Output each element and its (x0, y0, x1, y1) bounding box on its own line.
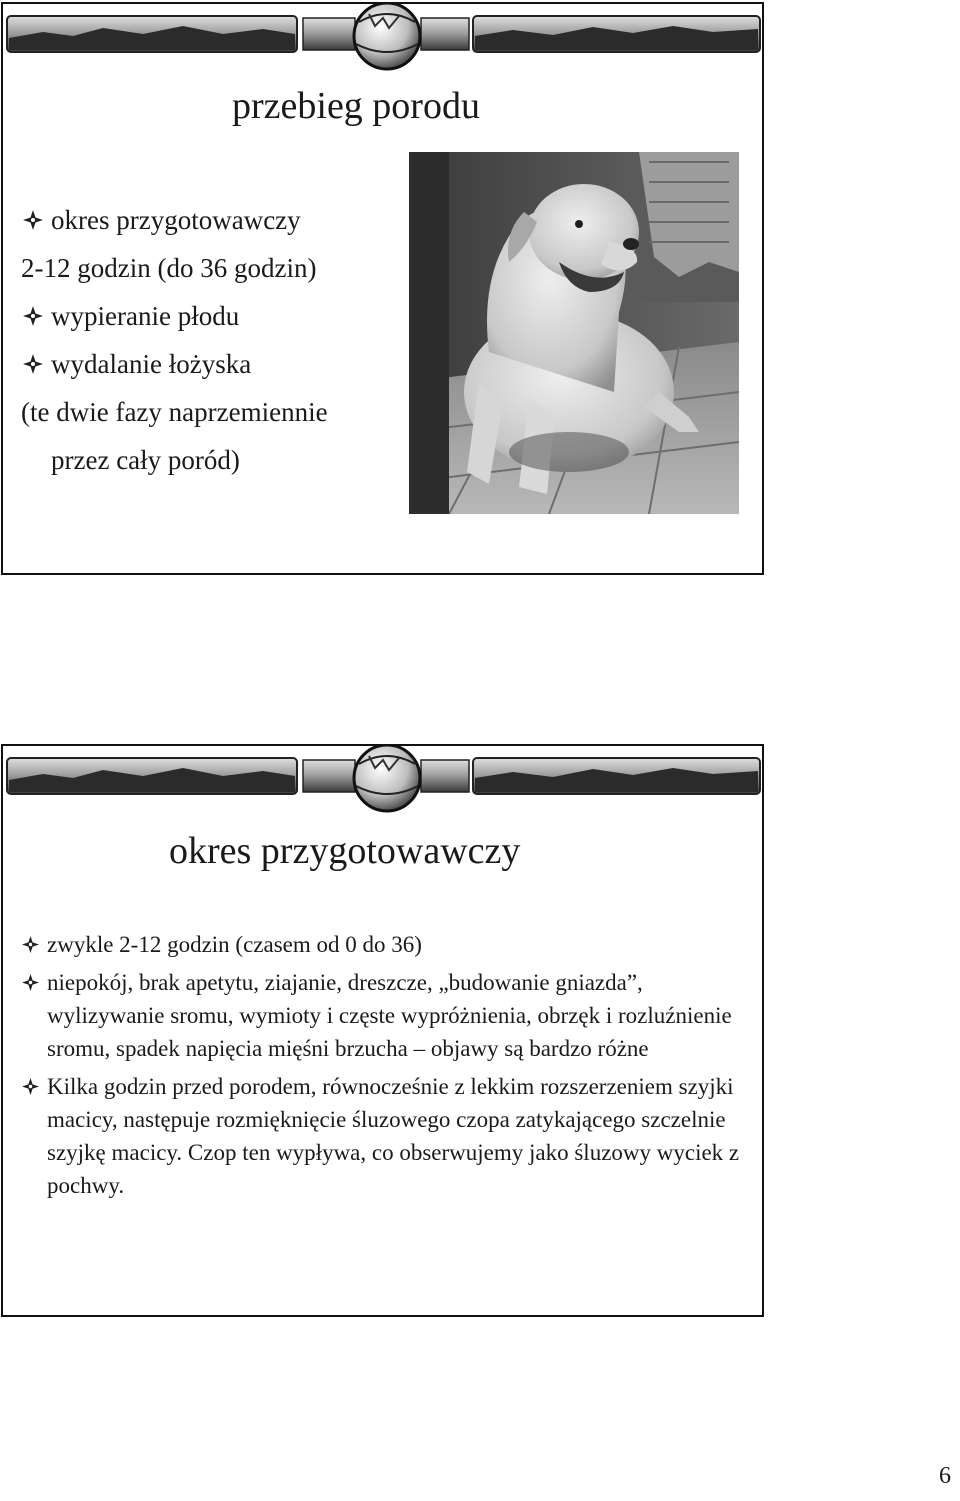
diamond-bullet-icon (23, 210, 43, 230)
diamond-bullet-icon (22, 1078, 39, 1095)
phase-list (21, 196, 421, 484)
diamond-bullet-icon (23, 306, 43, 326)
list-item: okres przygotowawczy (21, 196, 421, 244)
slide-title: przebieg porodu (232, 85, 480, 127)
list-item: Kilka godzin przed porodem, równocześnie z lekkim rozszerzeniem szyjki macicy, następuje rozmięknięcie śluzowego czopa zatykającego szczelnie szyjkę macicy. Czop ten wypływa, co obserwujemy jako śluzowy wyciek z pochwy. (20, 1070, 750, 1202)
preparatory-phase-list (20, 928, 750, 1207)
list-item: niepokój, brak apetytu, ziajanie, dreszcze, „budowanie gniazda”, wylizywanie sromu, wymioty i częste wypróżnienia, obrzęk i rozluźnienie sromu, spadek napięcia mięśni brzucha – objawy są bardzo różne (20, 966, 750, 1065)
slide-header-banner (3, 4, 762, 72)
list-note: przez cały poród) (51, 445, 240, 475)
list-item: wydalanie łożyska (21, 340, 421, 388)
page-number: 6 (939, 1463, 951, 1489)
slide-title: okres przygotowawczy (169, 830, 521, 872)
list-note: (te dwie fazy naprzemiennie (21, 397, 328, 427)
list-item: wypieranie płodu (21, 292, 421, 340)
list-item-detail: 2-12 godzin (do 36 godzin) (21, 253, 317, 283)
diamond-bullet-icon (22, 936, 39, 953)
diamond-bullet-icon (23, 354, 43, 374)
dog-photo (409, 152, 739, 514)
list-item: zwykle 2-12 godzin (czasem od 0 do 36) (20, 928, 750, 961)
slide-przebieg-porodu (1, 2, 764, 575)
slide-header-banner (3, 746, 762, 814)
diamond-bullet-icon (22, 974, 39, 991)
